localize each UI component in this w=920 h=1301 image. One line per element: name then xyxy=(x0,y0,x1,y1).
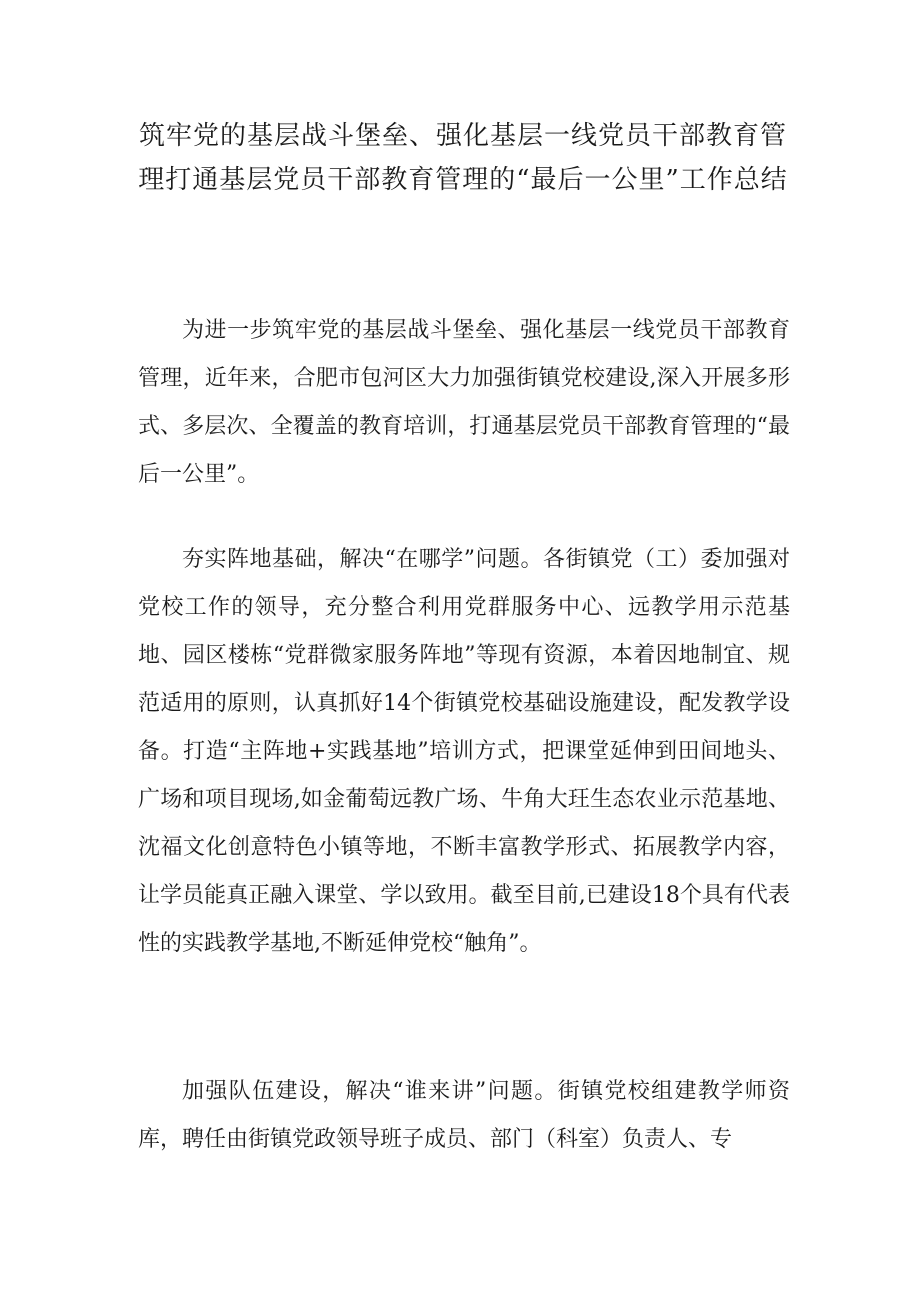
document-title: 筑牢党的基层战斗堡垒、强化基层一线党员干部教育管理打通基层党员干部教育管理的“最后一公里”工作总结 xyxy=(138,121,788,195)
paragraph-foundation: 夯实阵地基础，解决“在哪学”问题。各街镇党（工）委加强对党校工作的领导，充分整合利用党群服务中心、远教学用示范基地、园区楼栋“党群微家服务阵地”等现有资源，本着因地制宜、规范适用的原则，认真抓好14个街镇党校基础设施建设，配发教学设备。打造“主阵地+实践基地”培训方式，把课堂延伸到田间地头、广场和项目现场,如金葡萄远教广场、牛角大玨生态农业示范基地、沈福文化创意特色小镇等地，不断丰富教学形式、拓展教学内容，让学员能真正融入课堂、学以致用。截至目前,已建设18个具有代表性的实践教学基地,不断延伸党校“触角”。 xyxy=(138,547,790,956)
paragraph-intro: 为进一步筑牢党的基层战斗堡垒、强化基层一线党员干部教育管理，近年来，合肥市包河区大力加强街镇党校建设,深入开展多形式、多层次、全覆盖的教育培训，打通基层党员干部教育管理的“最后一公里”。 xyxy=(138,318,790,487)
paragraph-team: 加强队伍建设，解决“谁来讲”问题。街镇党校组建教学师资库，聘任由街镇党政领导班子成员、部门（科室）负责人、专 xyxy=(138,1079,790,1152)
